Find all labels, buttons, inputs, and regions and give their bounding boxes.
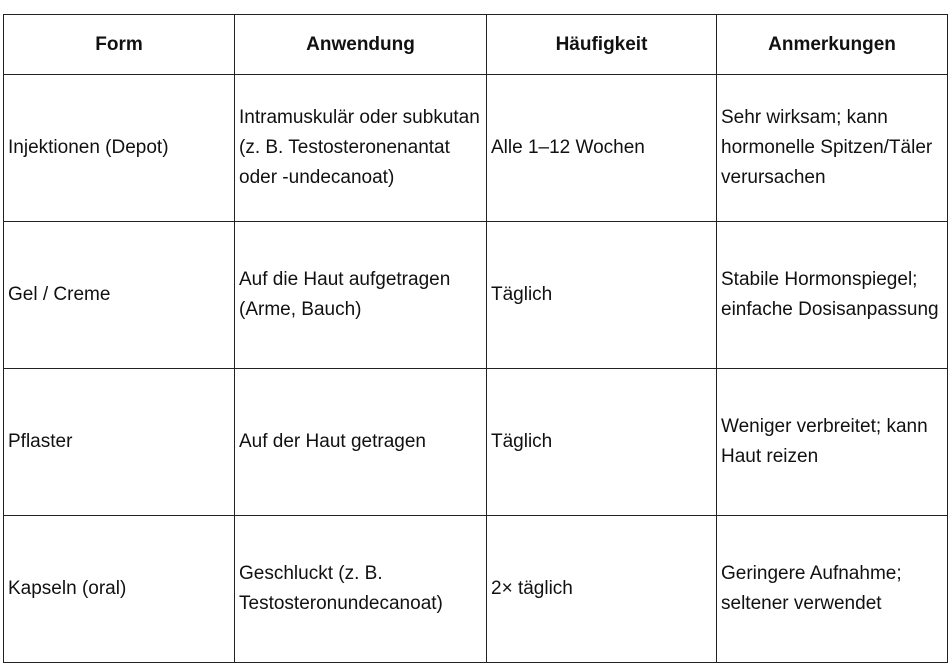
cell-haeufigkeit: Täglich [487,222,717,369]
cell-anmerkungen: Geringere Aufnahme; seltener verwendet [717,516,948,663]
cell-haeufigkeit: 2× täglich [487,516,717,663]
table-header-row [4,15,948,75]
cell-anmerkungen: Sehr wirksam; kann hormonelle Spitzen/Täler verursachen [717,75,948,222]
cell-anwendung: Intramuskulär oder subkutan (z. B. Testosteronenantat oder -undecanoat) [235,75,487,222]
cell-anmerkungen: Stabile Hormonspiegel; einfache Dosisanpassung [717,222,948,369]
table-row [4,369,948,516]
cell-form: Kapseln (oral) [4,516,235,663]
header-form: Form [4,15,235,75]
testosterone-forms-table [3,14,948,663]
cell-anwendung: Auf die Haut aufgetragen (Arme, Bauch) [235,222,487,369]
cell-anmerkungen: Weniger verbreitet; kann Haut reizen [717,369,948,516]
header-anwendung: Anwendung [235,15,487,75]
cell-haeufigkeit: Alle 1–12 Wochen [487,75,717,222]
header-anmerkungen: Anmerkungen [717,15,948,75]
table-row [4,75,948,222]
cell-form: Gel / Creme [4,222,235,369]
cell-form: Injektionen (Depot) [4,75,235,222]
cell-form: Pflaster [4,369,235,516]
cell-anwendung: Auf der Haut getragen [235,369,487,516]
cell-anwendung: Geschluckt (z. B. Testosteronundecanoat) [235,516,487,663]
header-haeufigkeit: Häufigkeit [487,15,717,75]
table-row [4,516,948,663]
table-row [4,222,948,369]
cell-haeufigkeit: Täglich [487,369,717,516]
